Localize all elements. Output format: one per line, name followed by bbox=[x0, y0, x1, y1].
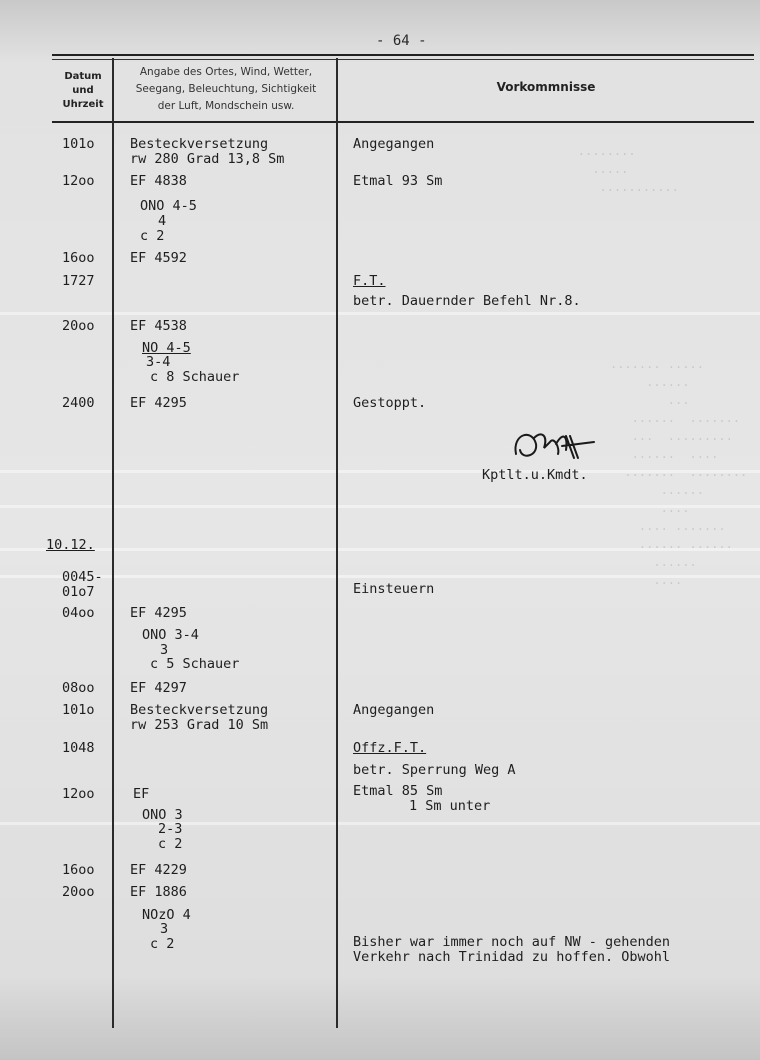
page-number: - 64 - bbox=[376, 33, 427, 49]
bleed-through: ........ ..... ........... bbox=[577, 144, 679, 194]
entry-time: 0045- bbox=[62, 569, 103, 585]
entry-time: 101o bbox=[62, 136, 95, 152]
position-line: EF 4297 bbox=[130, 680, 187, 696]
weather-line: c 2 bbox=[158, 836, 183, 852]
entry-time: 01o7 bbox=[62, 584, 95, 600]
event-line: Einsteuern bbox=[353, 581, 435, 597]
header-angabe-line: der Luft, Mondschein usw. bbox=[157, 100, 295, 112]
header-datum-line: Datum bbox=[64, 71, 102, 82]
header-datum-line: Uhrzeit bbox=[62, 99, 104, 110]
header-angabe bbox=[116, 64, 336, 115]
weather-line: c 2 bbox=[150, 936, 175, 952]
header-rule bbox=[52, 121, 754, 123]
entry-date: 10.12. bbox=[46, 537, 95, 553]
header-datum-line: und bbox=[72, 85, 94, 96]
header-datum bbox=[54, 70, 112, 112]
weather-line: 4 bbox=[158, 213, 167, 229]
position-line: Besteckversetzung bbox=[130, 702, 269, 718]
weather-line: 3 bbox=[160, 921, 169, 937]
entry-time: 12oo bbox=[62, 786, 95, 802]
entry-time: 12oo bbox=[62, 173, 95, 189]
header-vorkommnisse: Vorkommnisse bbox=[496, 80, 596, 94]
weather-line: c 5 Schauer bbox=[150, 656, 240, 672]
position-line: Besteckversetzung bbox=[130, 136, 269, 152]
event-line: Gestoppt. bbox=[353, 395, 427, 411]
scan-streak bbox=[0, 822, 760, 825]
event-line: Etmal 85 Sm bbox=[353, 783, 443, 799]
position-line: EF 4295 bbox=[130, 605, 187, 621]
entry-time: 20oo bbox=[62, 318, 95, 334]
event-line: Verkehr nach Trinidad zu hoffen. Obwohl bbox=[353, 949, 670, 965]
header-angabe-line: Angabe des Ortes, Wind, Wetter, bbox=[139, 66, 313, 78]
position-line: EF 4838 bbox=[130, 173, 187, 189]
position-line: rw 280 Grad 13,8 Sm bbox=[130, 151, 285, 167]
scan-streak bbox=[0, 312, 760, 315]
event-line: 1 Sm unter bbox=[409, 798, 491, 814]
event-line: F.T. bbox=[353, 273, 386, 289]
column-divider bbox=[112, 58, 114, 1028]
entry-time: 16oo bbox=[62, 862, 95, 878]
position-line: EF bbox=[133, 786, 150, 802]
event-line: Angegangen bbox=[353, 702, 435, 718]
event-line: Offz.F.T. bbox=[353, 740, 427, 756]
top-rule bbox=[52, 54, 754, 56]
event-line: Angegangen bbox=[353, 136, 435, 152]
entry-time: 1727 bbox=[62, 273, 95, 289]
weather-line: ONO 4-5 bbox=[140, 198, 197, 214]
entry-time: 20oo bbox=[62, 884, 95, 900]
event-line: betr. Sperrung Weg A bbox=[353, 762, 516, 778]
position-line: EF 4538 bbox=[130, 318, 187, 334]
position-line: EF 4229 bbox=[130, 862, 187, 878]
position-line: EF 1886 bbox=[130, 884, 187, 900]
event-line: betr. Dauernder Befehl Nr.8. bbox=[353, 293, 581, 309]
header-angabe-line: Seegang, Beleuchtung, Sichtigkeit bbox=[135, 83, 317, 95]
top-rule-thin bbox=[52, 59, 754, 60]
weather-line: NO 4-5 bbox=[142, 340, 191, 356]
entry-time: 1048 bbox=[62, 740, 95, 756]
entry-time: 16oo bbox=[62, 250, 95, 266]
weather-line: ONO 3-4 bbox=[142, 627, 199, 643]
weather-line: NOzO 4 bbox=[142, 907, 191, 923]
entry-time: 08oo bbox=[62, 680, 95, 696]
weather-line: 3-4 bbox=[146, 354, 171, 370]
column-divider bbox=[336, 58, 338, 1028]
commander-title: Kptlt.u.Kmdt. bbox=[482, 467, 588, 483]
event-line: Etmal 93 Sm bbox=[353, 173, 443, 189]
weather-line: c 2 bbox=[140, 228, 165, 244]
weather-line: c 8 Schauer bbox=[150, 369, 240, 385]
position-line: rw 253 Grad 10 Sm bbox=[130, 717, 269, 733]
weather-line: ONO 3 bbox=[142, 807, 183, 823]
position-line: EF 4592 bbox=[130, 250, 187, 266]
entry-time: 101o bbox=[62, 702, 95, 718]
weather-line: 3 bbox=[160, 642, 169, 658]
position-line: EF 4295 bbox=[130, 395, 187, 411]
entry-time: 04oo bbox=[62, 605, 95, 621]
event-line: Bisher war immer noch auf NW - gehenden bbox=[353, 934, 670, 950]
bleed-through: ....... ..... ...... ... ...... ....... ... ......... ...... .... ....... ........ ...... .... .... ....... ...... ...... ...... .... bbox=[610, 357, 748, 587]
entry-time: 2400 bbox=[62, 395, 95, 411]
weather-line: 2-3 bbox=[158, 821, 183, 837]
